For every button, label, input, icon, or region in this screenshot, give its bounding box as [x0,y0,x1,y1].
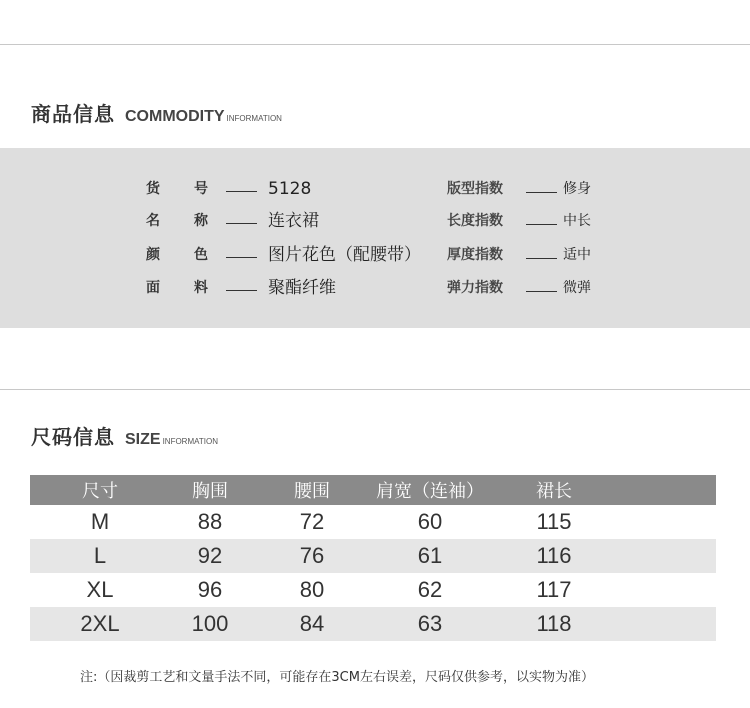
table-row [30,573,716,607]
label-thickness-index: 厚度指数 [447,247,503,263]
commodity-info-panel [0,148,750,328]
header-size: 尺寸 [82,481,118,502]
label-fit-index: 版型指数 [447,181,503,197]
label-fabric-a: 面 [146,280,160,296]
table-row [30,505,716,539]
dash-thickness-index [526,258,557,259]
cell-waist: 72 [299,509,325,534]
header-length: 裙长 [536,481,572,502]
label-fabric-b: 料 [194,280,208,296]
label-name-b: 称 [194,213,208,229]
table-row [30,607,716,641]
value-fit-index: 修身 [563,181,591,197]
header-waist: 腰围 [294,481,330,502]
value-name: 连衣裙 [268,211,319,231]
label-color-b: 色 [194,247,208,263]
value-stretch-index: 微弹 [563,280,591,296]
size-title-en: SIZE [125,431,161,448]
value-item-no: 5128 [268,179,312,199]
header-bust: 胸围 [192,481,228,502]
label-color-a: 颜 [146,247,160,263]
dash-name [226,223,257,224]
cell-waist: 80 [299,577,325,602]
info-row-name [0,209,750,233]
dash-length-index [526,224,557,225]
cell-waist: 84 [299,611,325,636]
cell-bust: 88 [197,509,223,534]
header-shoulder: 肩宽（连袖） [376,481,484,502]
cell-length: 115 [536,509,572,534]
dash-fit-index [526,192,557,193]
label-length-index: 长度指数 [447,213,503,229]
cell-bust: 96 [197,577,223,602]
label-item-no-b: 号 [194,181,208,197]
commodity-title-small: INFORMATION [226,114,282,123]
dash-fabric [226,290,257,291]
cell-shoulder: 61 [417,543,443,568]
dash-item-no [226,191,257,192]
cell-shoulder: 62 [417,577,443,602]
cell-length: 117 [536,577,572,602]
value-thickness-index: 适中 [563,247,591,263]
info-row-fabric [0,276,750,300]
value-fabric: 聚酯纤维 [268,278,336,298]
commodity-section-title [31,98,282,127]
label-name-a: 名 [146,213,160,229]
size-table [30,475,716,641]
commodity-title-en: COMMODITY [125,108,225,125]
middle-divider [0,389,750,390]
value-color: 图片花色（配腰带） [268,245,421,265]
size-title-cn: 尺码信息 [31,425,115,449]
cell-size: M [90,509,110,534]
commodity-title-cn: 商品信息 [31,102,115,126]
table-header-row [30,475,716,505]
cell-size: L [93,543,107,568]
info-row-color [0,243,750,267]
cell-shoulder: 63 [417,611,443,636]
size-section-title [31,421,218,450]
cell-bust: 100 [191,611,229,636]
dash-stretch-index [526,291,557,292]
info-row-item-no [0,177,750,201]
value-length-index: 中长 [563,213,591,229]
cell-size: XL [86,577,114,602]
cell-waist: 76 [299,543,325,568]
cell-length: 116 [536,543,572,568]
label-stretch-index: 弹力指数 [447,280,503,296]
top-divider [0,44,750,45]
dash-color [226,257,257,258]
table-row [30,539,716,573]
cell-shoulder: 60 [417,509,443,534]
label-item-no-a: 货 [146,181,160,197]
cell-length: 118 [536,611,572,636]
cell-bust: 92 [197,543,223,568]
measurement-note: 注:（因裁剪工艺和文量手法不同，可能存在3CM左右误差，尺码仅供参考，以实物为准） [80,670,594,685]
size-title-small: INFORMATION [162,437,218,446]
cell-size: 2XL [80,611,120,636]
